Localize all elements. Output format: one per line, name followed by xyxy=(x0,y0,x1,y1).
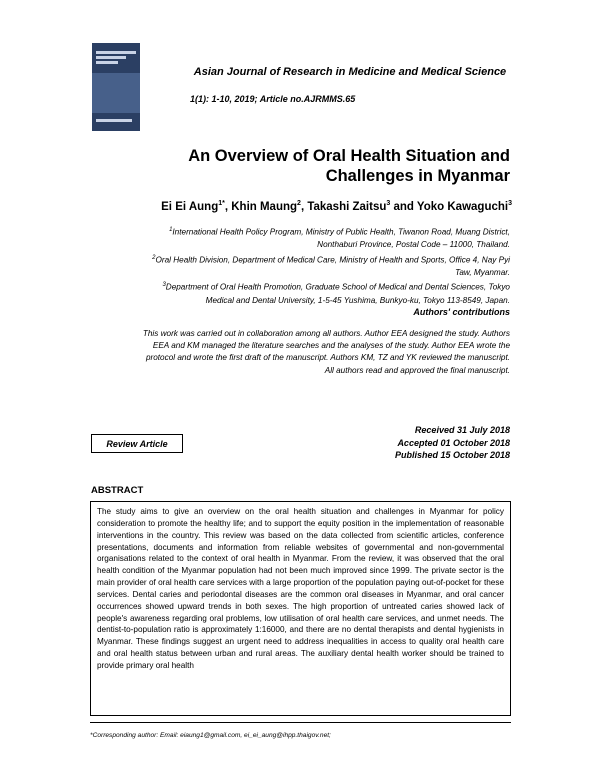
article-title xyxy=(150,146,510,186)
affiliation-superscript: 3 xyxy=(162,282,166,289)
author-name: Takashi Zaitsu xyxy=(307,200,387,213)
affiliations xyxy=(110,224,510,307)
accepted-date: Accepted 01 October 2018 xyxy=(397,437,510,448)
author-separator: and xyxy=(390,200,417,213)
affiliation-superscript: 1 xyxy=(169,227,173,233)
corresponding-author-footnote: *Corresponding author: Email: eiaung1@gmail.com, ei_ei_aung@ihpp.thaigov.net; xyxy=(90,732,331,739)
title-line-1: An Overview of Oral Health Situation and xyxy=(188,147,510,165)
volume-info: 1(1): 1-10, 2019; Article no.AJRMMS.65 xyxy=(190,94,356,104)
author-superscript: 1* xyxy=(218,200,225,207)
author-superscript: 3 xyxy=(386,200,391,207)
contributions-line: protocol and wrote the first draft of the manuscript. Authors KM, TZ and YK reviewed the manuscript. xyxy=(145,353,510,363)
article-dates xyxy=(300,424,510,462)
journal-cover-thumbnail xyxy=(92,43,140,131)
abstract-box xyxy=(90,501,511,716)
affiliation-text: International Health Policy Program, Ministry of Public Health, Tiwanon Road, Muang District, xyxy=(172,227,510,237)
affiliation-line xyxy=(110,252,510,267)
author-name: Khin Maung xyxy=(231,200,298,213)
affiliation-line xyxy=(110,279,510,294)
author-separator: , xyxy=(224,200,232,213)
received-date: Received 31 July 2018 xyxy=(414,425,510,435)
contributions-text xyxy=(90,328,510,377)
contributions-line: All authors read and approved the final manuscript. xyxy=(324,365,510,375)
affiliation-line: Taw, Myanmar. xyxy=(455,267,510,277)
author-name: Yoko Kawaguchi xyxy=(416,200,509,213)
author-superscript: 2 xyxy=(297,200,301,207)
abstract-heading: ABSTRACT xyxy=(91,485,144,496)
abstract-text: The study aims to give an overview on the oral health situation and challenges in Myanmar for policy consideration to promote the healthy life; and to support the equity position in the implementation of reasonable interventions in the country. This review was based on the data collected from scientific articles, conference presentations, documents and information from reliable websites of governmental and non-governmental organisations related to the context of oral health in Myanmar. From the review, it was observed that the oral health condition of the Myanmar population had not been much improved since 1999. The private sector is the main provider of oral health care services with a large proportion of the population paying out-of-pocket for these services. Dental caries and periodontal diseases are the common oral diseases in Myanmar, and oral cancer occurrences showed upward trends in both sexes. The high proportion of untreated caries showed lack of people's awareness regarding oral problems, low utilisation of oral health care services, and unmet needs. The dentist-to-population ratio is approximately 1:16000, and there are no dental therapists and dental hygienists in Myanmar. These findings suggest an urgent need to address inequalities in access to quality oral health care and oral health status between urban and rural areas. The auxiliary dental health worker should be trained to provide primary oral health xyxy=(97,507,504,670)
journal-title: Asian Journal of Research in Medicine and Medical Science xyxy=(193,66,507,78)
article-type-badge: Review Article xyxy=(91,434,183,453)
affiliation-superscript: 2 xyxy=(152,254,156,261)
published-date: Published 15 October 2018 xyxy=(394,450,510,460)
author-superscript: 3 xyxy=(508,200,512,207)
affiliation-text: Department of Oral Health Promotion, Graduate School of Medical and Dental Sciences, Tokyo xyxy=(165,283,510,293)
footnote-divider xyxy=(90,722,511,723)
affiliation-line xyxy=(110,224,510,239)
affiliation-line: Medical and Dental University, 1-5-45 Yushima, Bunkyo-ku, Tokyo 113-8549, Japan. xyxy=(205,295,510,305)
author-name: Ei Ei Aung xyxy=(161,200,219,213)
affiliation-text: Oral Health Division, Department of Medical Care, Ministry of Health and Sports, Office 4, Nay Pyi xyxy=(155,255,510,265)
author-list xyxy=(120,200,512,213)
affiliation-line: Nonthaburi Province, Postal Code – 11000, Thailand. xyxy=(317,240,510,250)
contributions-line: This work was carried out in collaboration among all authors. Author EEA designed the study. Authors xyxy=(142,329,510,338)
author-separator: , xyxy=(300,200,308,213)
contributions-heading: Authors' contributions xyxy=(413,307,510,317)
title-line-2: Challenges in Myanmar xyxy=(325,167,510,185)
contributions-line: EEA and KM managed the literature searches and the analyses of the study. Author EEA wrote the xyxy=(152,341,510,351)
